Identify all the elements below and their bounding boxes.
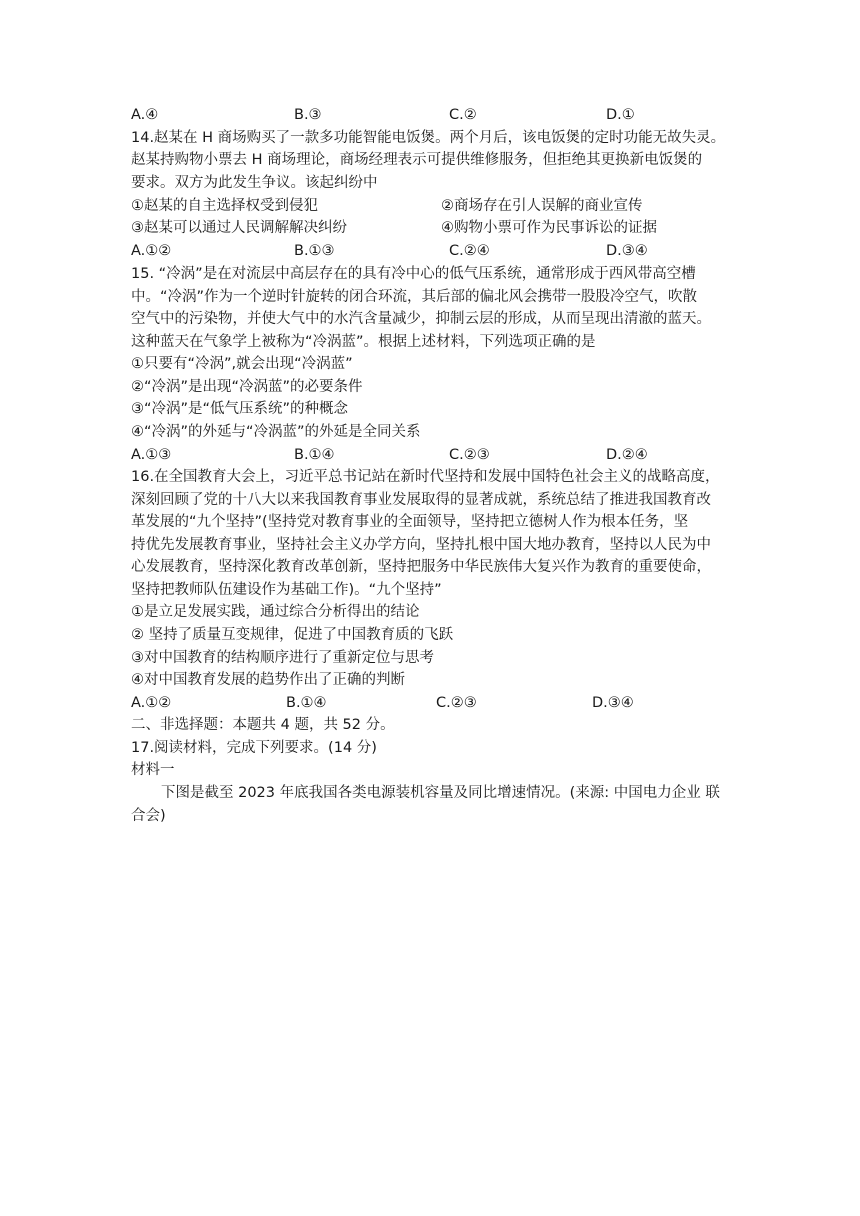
q16-option-b: B.①④ [286,695,327,711]
q16-stem-line: 心发展教育，坚持深化教育改革创新，坚持把服务中华民族伟大复兴作为教育的重要使命， [131,559,711,575]
q14-stem-line: 14.赵某在 H 商场购买了一款多功能智能电饭煲。两个月后，该电饭煲的定时功能无故失灵。 [131,130,726,146]
q16-stem-line: 坚持把教师队伍建设作为基础工作)。“九个坚持” [131,582,442,598]
q15-statement-1: ①只要有“冷涡”,就会出现“冷涡蓝” [131,356,353,372]
q14-option-a: A.①② [131,243,172,259]
q16-statement-1: ①是立足发展实践，通过综合分析得出的结论 [131,604,420,620]
q15-statement-3: ③“冷涡”是“低气压系统”的种概念 [131,401,349,417]
q16-option-d: D.③④ [592,695,634,711]
q15-option-b: B.①④ [294,447,335,463]
q17-stem: 17.阅读材料，完成下列要求。(14 分) [131,740,377,756]
q13-option-d: D.① [606,107,635,123]
q16-statement-2: ② 坚持了质量互变规律，促进了中国教育质的飞跃 [131,627,454,643]
q16-stem-line: 持优先发展教育事业，坚持社会主义办学方向，坚持扎根中国大地办教育，坚持以人民为中 [131,537,711,553]
q14-statement-3: ③赵某可以通过人民调解解决纠纷 [131,220,347,236]
q14-options [131,240,731,262]
q15-stem-line: 这种蓝天在气象学上被称为“冷涡蓝”。根据上述材料，下列选项正确的是 [131,334,596,350]
q15-stem-line: 15. “冷涡”是在对流层中高层存在的具有冷中心的低气压系统，通常形成于西风带高空槽 [131,266,696,282]
q14-option-d: D.③④ [606,243,648,259]
q15-options [131,444,731,466]
material-text-line: 合会) [131,808,166,824]
q13-option-a: A.④ [131,107,159,123]
q16-options [131,692,731,714]
q16-stem-line: 深刻回顾了党的十八大以来我国教育事业发展取得的显著成就，系统总结了推进我国教育改 [131,492,711,508]
q16-option-a: A.①② [131,695,172,711]
q13-options [131,104,731,126]
q15-stem-line: 空气中的污染物，并使大气中的水汽含量减少，抑制云层的形成，从而呈现出清澈的蓝天。 [131,311,711,327]
q15-option-d: D.②④ [606,447,648,463]
q14-stem-line: 赵某持购物小票去 H 商场理论，商场经理表示可提供维修服务，但拒绝其更换新电饭煲的 [131,152,703,168]
q15-statement-2: ②“冷涡”是出现“冷涡蓝”的必要条件 [131,379,363,395]
q15-statement-4: ④“冷涡”的外延与“冷涡蓝”的外延是全同关系 [131,424,421,440]
q14-option-b: B.①③ [294,243,335,259]
q16-statement-4: ④对中国教育发展的趋势作出了正确的判断 [131,672,405,688]
q14-statements-row [131,217,731,239]
q16-statement-3: ③对中国教育的结构顺序进行了重新定位与思考 [131,650,434,666]
q15-option-c: C.②③ [449,447,490,463]
material-label: 材料一 [131,762,175,778]
q16-option-c: C.②③ [436,695,477,711]
q14-stem-line: 要求。双方为此发生争议。该起纠纷中 [131,175,378,191]
q14-option-c: C.②④ [449,243,490,259]
q15-stem-line: 中。“冷涡”作为一个逆时针旋转的闭合环流，其后部的偏北风会携带一股股冷空气，吹散 [131,289,698,305]
material-text-line: 下图是截至 2023 年底我国各类电源装机容量及同比增速情况。(来源: 中国电力企业 联 [161,785,720,801]
q16-stem-line: 革发展的“九个坚持”(坚持党对教育事业的全面领导，坚持把立德树人作为根本任务，坚 [131,514,689,530]
q14-statement-1: ①赵某的自主选择权受到侵犯 [131,198,318,214]
q13-option-c: C.② [449,107,477,123]
section-heading: 二、非选择题：本题共 4 题，共 52 分。 [131,717,395,733]
q14-statement-2: ②商场存在引人误解的商业宣传 [441,198,643,214]
q14-statements-row [131,195,731,217]
q16-stem-line: 16.在全国教育大会上，习近平总书记站在新时代坚持和发展中国特色社会主义的战略高度， [131,469,720,485]
q13-option-b: B.③ [294,107,322,123]
q15-option-a: A.①③ [131,447,172,463]
q14-statement-4: ④购物小票可作为民事诉讼的证据 [441,220,657,236]
